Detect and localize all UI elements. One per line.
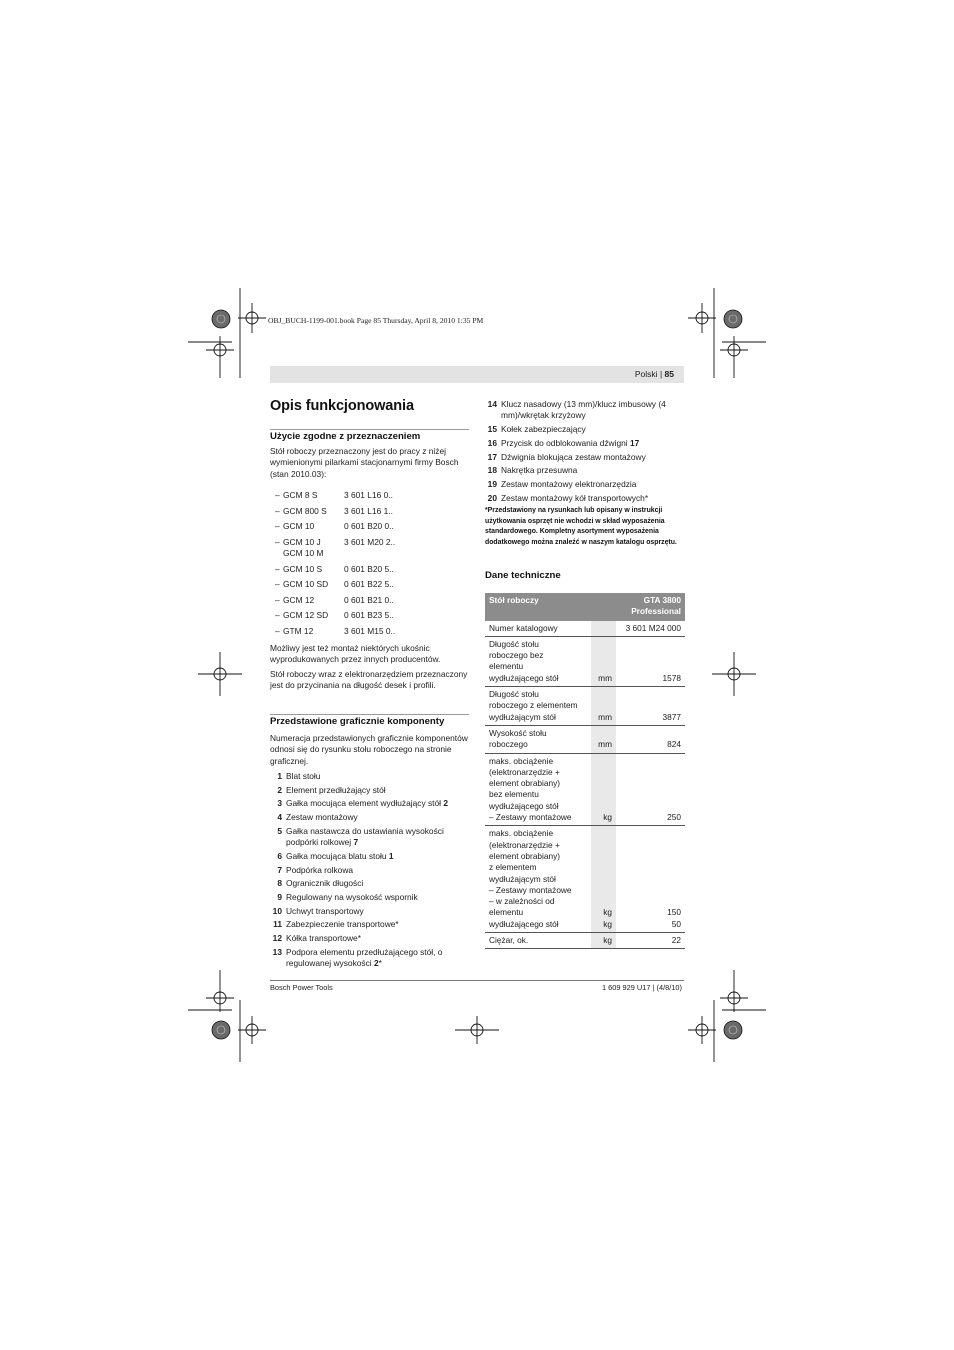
footer-brand: Bosch Power Tools <box>270 983 333 992</box>
footer-docnumber: 1 609 929 U17 | (4/8/10) <box>602 983 682 992</box>
table-header-model <box>616 593 685 621</box>
component-text: Gałka mocująca element wydłużający stół <box>286 798 444 809</box>
component-reference: 17 <box>629 437 640 448</box>
component-reference: 7 <box>353 837 359 848</box>
list-dash: – <box>275 521 280 531</box>
component-item <box>270 892 470 903</box>
row-value: 3877 <box>616 687 685 726</box>
model-name: GCM 12 SD <box>283 610 329 620</box>
component-item <box>270 865 470 876</box>
row-label: maks. obciążenie (elektronarzędzie + element obrabiany) z elementem wydłużającym stół – Zestawy montażowe – w zależności od elementu wydłużającego stół <box>485 826 591 933</box>
component-number: 18 <box>487 465 497 476</box>
print-header: OBJ_BUCH-1199-001.book Page 85 Thursday, April 8, 2010 1:35 PM <box>268 316 484 325</box>
component-item <box>270 798 470 809</box>
component-item <box>485 424 685 435</box>
table-row <box>485 753 685 826</box>
component-number: 11 <box>273 919 282 930</box>
model-name: GCM 10 <box>283 521 315 531</box>
component-item <box>270 771 470 782</box>
component-reference: 2 <box>443 798 449 809</box>
list-dash: – <box>275 595 280 605</box>
footer-rule <box>270 980 684 981</box>
component-number: 16 <box>487 437 497 448</box>
table-header-row <box>485 593 685 621</box>
page-header-bar <box>270 366 684 383</box>
component-text: Gałka mocująca blatu stołu <box>286 850 389 861</box>
component-text: Zabezpieczenie transportowe* <box>286 919 399 930</box>
other-manufacturers-note: Możliwy jest też montaż niektórych ukośnic wyprodukowanych przez innych producentów. <box>270 643 441 665</box>
header-separator: | <box>659 369 663 379</box>
section-heading-intended-use: Użycie zgodne z przeznaczeniem <box>270 429 469 442</box>
component-reference: 2 <box>373 958 379 969</box>
row-unit: kg <box>591 753 616 826</box>
component-number: 10 <box>272 905 282 916</box>
component-item <box>485 465 685 476</box>
row-unit: mm <box>591 725 616 753</box>
component-text: Przycisk do odblokowania dźwigni <box>501 437 630 448</box>
component-text: Podpórka rolkowa <box>286 864 354 875</box>
component-number: 7 <box>277 864 282 875</box>
component-item <box>270 785 470 796</box>
component-number: 8 <box>277 878 282 889</box>
component-text: Zestaw montażowy <box>286 812 358 823</box>
component-number: 13 <box>272 946 282 957</box>
component-item <box>485 452 685 463</box>
row-unit <box>591 621 616 637</box>
section-heading-technical-data: Dane techniczne <box>485 570 561 581</box>
row-label: Numer katalogowy <box>485 621 591 637</box>
component-text: Regulowany na wysokość wspornik <box>286 892 418 903</box>
component-item <box>485 479 685 490</box>
component-number: 4 <box>277 812 282 823</box>
component-item <box>270 851 470 862</box>
component-text: Uchwyt transportowy <box>286 905 364 916</box>
row-label: Wysokość stołu roboczego <box>485 725 591 753</box>
row-value: 250 <box>616 753 685 826</box>
list-dash: – <box>275 610 280 620</box>
component-item <box>270 933 470 944</box>
section-heading-components: Przedstawione graficznie komponenty <box>270 714 469 727</box>
component-text: Element przedłużający stół <box>286 784 386 795</box>
component-item <box>485 399 685 422</box>
row-value: 22 <box>616 933 685 949</box>
model-name: GCM 8 S <box>283 490 318 500</box>
row-label: maks. obciążenie (elektronarzędzie + element obrabiany) bez elementu wydłużającego stół – Zestawy montażowe <box>485 753 591 826</box>
list-dash: – <box>275 506 280 516</box>
component-text: Blat stołu <box>286 771 321 781</box>
component-number: 1 <box>277 771 282 781</box>
model-number: 0 601 B22 5.. <box>344 579 394 589</box>
list-dash: – <box>275 579 280 589</box>
table-row <box>485 725 685 753</box>
model-line: Professional <box>631 606 681 617</box>
row-label: Długość stołu roboczego z elementem wydłużającym stół <box>485 687 591 726</box>
list-dash: – <box>275 626 280 636</box>
model-number: 0 601 B21 0.. <box>344 595 394 605</box>
row-unit: mm <box>591 636 616 686</box>
row-value: 1578 <box>616 636 685 686</box>
model-name: GCM 10 S <box>283 564 323 574</box>
component-number: 12 <box>272 933 282 944</box>
page-number: 85 <box>664 369 674 379</box>
model-number: 3 601 M20 2.. <box>344 537 396 547</box>
model-name: GCM 800 S <box>283 506 327 516</box>
table-header-product: Stół roboczy <box>485 593 616 621</box>
component-text: Ogranicznik długości <box>286 878 364 889</box>
intended-use-intro: Stół roboczy przeznaczony jest do pracy z niżej wymienionymi pilarkami stacjonarnymi firmy Bosch (stan 2010.03): <box>270 446 459 479</box>
row-label: Ciężar, ok. <box>485 933 591 949</box>
component-number: 3 <box>277 798 282 809</box>
table-row <box>485 933 685 949</box>
model-number: 3 601 L16 1.. <box>344 506 393 516</box>
component-item <box>270 826 470 849</box>
row-value: 824 <box>616 725 685 753</box>
component-reference: 1 <box>388 850 394 861</box>
technical-data-table <box>485 593 685 949</box>
component-text: Klucz nasadowy (13 mm)/klucz imbusowy (4 mm)/wkrętak krzyżowy <box>501 399 666 421</box>
row-value: 150 50 <box>616 826 685 933</box>
model-name: GCM 10 SD <box>283 579 329 589</box>
row-unit: kg <box>591 933 616 949</box>
component-item <box>485 438 685 449</box>
component-item <box>270 906 470 917</box>
model-number: 0 601 B20 0.. <box>344 521 394 531</box>
page-header-text <box>635 369 674 379</box>
component-number: 20 <box>487 492 497 503</box>
component-text: Gałka nastawcza do ustawiania wysokości podpórki rolkowej <box>286 825 444 848</box>
table-row <box>485 636 685 686</box>
model-name: GTA 3800 <box>643 595 681 605</box>
component-item <box>270 919 470 930</box>
model-number: 3 601 M15 0.. <box>344 626 396 636</box>
accessory-footnote: *Przedstawiony na rysunkach lub opisany w instrukcji użytkowania osprzęt nie wchodzi w skład wyposażenia standardowego. Kompletny asortyment wyposażenia dodatkowego można znaleźć w naszym katalogu osprzętu. <box>485 507 677 546</box>
component-number: 2 <box>277 784 282 795</box>
component-item <box>270 947 470 970</box>
component-text: Dźwignia blokująca zestaw montażowy <box>501 451 646 462</box>
component-text: Kołek zabezpieczający <box>501 424 586 435</box>
list-dash: – <box>275 564 280 574</box>
language-label: Polski <box>634 369 658 379</box>
components-intro: Numeracja przedstawionych graficznie komponentów odnosi się do rysunku stołu roboczego na stronie graficznej. <box>270 733 468 766</box>
component-text: Podpora elementu przedłużającego stół, o regulowanej wysokości <box>286 946 443 969</box>
component-number: 9 <box>277 892 282 903</box>
component-number: 17 <box>487 451 497 462</box>
list-dash: – <box>275 490 280 500</box>
purpose-note: Stół roboczy wraz z elektronarzędziem przeznaczony jest do przycinania na długość desek i profili. <box>270 669 468 691</box>
components-list-right <box>485 399 685 506</box>
model-name: GCM 10 J GCM 10 M <box>283 537 324 559</box>
model-name: GCM 12 <box>283 595 315 605</box>
component-number: 14 <box>487 399 497 409</box>
row-unit: mm <box>591 687 616 726</box>
component-text: Kółka transportowe* <box>286 933 361 944</box>
compatible-saws-list <box>270 490 470 640</box>
component-number: 15 <box>487 424 497 435</box>
component-text: Zestaw montażowy elektronarzędzia <box>501 478 637 489</box>
model-name: GTM 12 <box>283 626 314 636</box>
table-row <box>485 621 685 637</box>
component-suffix: * <box>378 958 382 969</box>
model-number: 0 601 B23 5.. <box>344 610 394 620</box>
page-title: Opis funkcjonowania <box>270 398 414 414</box>
component-number: 19 <box>487 478 497 489</box>
list-dash: – <box>275 537 280 547</box>
component-text: Zestaw montażowy kół transportowych* <box>501 492 649 503</box>
row-unit: kg kg <box>591 826 616 933</box>
row-label: Długość stołu roboczego bez elementu wydłużającego stół <box>485 636 591 686</box>
model-number: 0 601 B20 5.. <box>344 564 394 574</box>
component-item <box>270 812 470 823</box>
component-number: 5 <box>277 825 282 836</box>
component-text: Nakrętka przesuwna <box>501 465 578 476</box>
component-item <box>270 878 470 889</box>
component-item <box>485 493 685 504</box>
component-number: 6 <box>277 850 282 861</box>
model-number: 3 601 L16 0.. <box>344 490 393 500</box>
table-row <box>485 687 685 726</box>
row-value: 3 601 M24 000 <box>616 621 685 637</box>
components-list-left <box>270 771 470 972</box>
table-row <box>485 826 685 933</box>
